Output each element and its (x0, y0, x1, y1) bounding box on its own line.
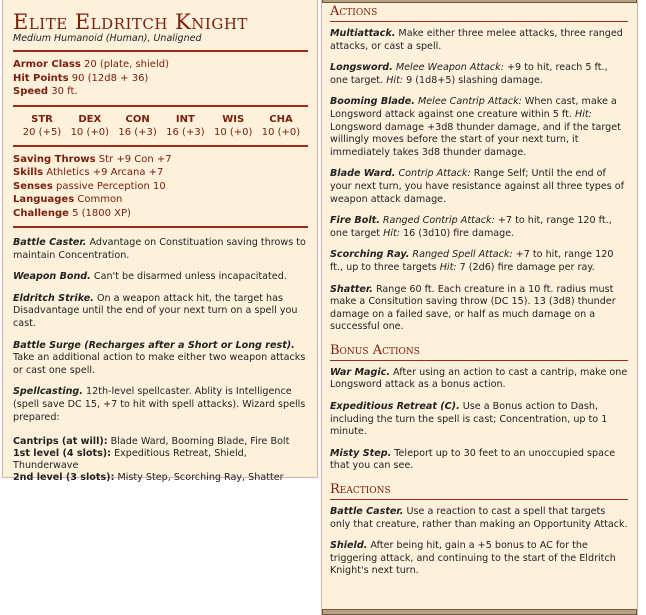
speed: Speed 30 ft. (13, 86, 78, 97)
top-border-bar (322, 0, 637, 3)
action-scorching-ray: Scorching Ray. Ranged Spell Attack: +7 to hit, range 120 ft., up to three targets Hit: 7 (2d6) fire damage per ray. (330, 249, 614, 273)
ability-dex: DEX 10 (+0) (70, 113, 110, 138)
ability-con: CON 16 (+3) (118, 113, 157, 138)
divider (13, 105, 308, 107)
action-booming-blade: Booming Blade. Melee Cantrip Attack: When cast, make a Longsword attack against one creature within 5 ft. Hit: Longsword damage +3d8 thunder damage, and if the target willingly moves before the start of your next turn, it immediately takes 3d8 thunder damage. (330, 96, 621, 158)
actions-heading: Actions (330, 4, 628, 22)
bonus-expeditious-retreat: Expeditious Retreat (C). Use a Bonus action to Dash, including the turn the spell is cast; Concentration, up to 1 minute. (330, 401, 608, 438)
reaction-battle-caster: Battle Caster. Use a reaction to cast a spell that targets only that creature, rather than making an Opportunity Attack. (330, 506, 628, 530)
hit-points: Hit Points 90 (12d8 + 36) (13, 72, 149, 84)
reactions-heading: Reactions (330, 482, 628, 500)
monster-meta: Medium Humanoid (Human), Unaligned (13, 33, 202, 44)
ability-wis: WIS 10 (+0) (213, 113, 253, 138)
action-blade-ward: Blade Ward. Contrip Attack: Range Self; Until the end of your next turn, you have resistance against all three types of weapon attack damage. (330, 168, 625, 205)
spell-list-2nd: 2nd level (3 slots): Misty Step, Scorching Ray, Shatter (13, 472, 284, 484)
bonus-misty-step: Misty Step. Teleport up to 30 feet to an unoccupied space that you can see. (330, 447, 616, 472)
stat-block-right-column (321, 0, 638, 615)
senses: Senses passive Perception 10 (13, 180, 166, 192)
challenge: Challenge 5 (1800 XP) (13, 207, 131, 219)
action-multiattack: Multiattack. Make either three melee attacks, three ranged attacks, or cast a spell. (330, 28, 623, 52)
bottom-border-bar (322, 609, 637, 615)
trait: Eldritch Strike. On a weapon attack hit, the target has Disadvantage until the end of your next turn on a spell you cast. (13, 292, 298, 329)
divider (13, 50, 308, 52)
action-fire-bolt: Fire Bolt. Ranged Contrip Attack: +7 to hit, range 120 ft., one target Hit: 16 (3d10) fire damage. (330, 215, 612, 239)
saving-throws: Saving Throws Str +9 Con +7 (13, 153, 172, 165)
trait-spellcasting: Spellcasting. 12th-level spellcaster. Ablity is Intelligence (spell save DC 15, +7 to hit with spell attacks). Wizard spells prepared: (13, 386, 306, 423)
divider (13, 226, 308, 228)
ability-cha: CHA 10 (+0) (261, 113, 301, 138)
reaction-shield: Shield. After being hit, gain a +5 bonus to AC for the triggering attack, and continuing to the start of the Eldritch Knight's next turn. (330, 540, 616, 577)
action-shatter: Shatter. Range 60 ft. Each creature in a 10 ft. radius must make a Consitution saving throw (DC 15). 13 (3d8) thunder damage on a failed save, or half as much damage on a successful one. (330, 283, 616, 333)
spell-list-1st: 1st level (4 slots): Expeditious Retreat, Shield, Thunderwave (13, 448, 247, 472)
bonus-actions-heading: Bonus Actions (330, 343, 628, 361)
ability-scores (13, 113, 308, 139)
stat-block-left-column (2, 0, 318, 484)
divider (13, 145, 308, 147)
armor-class: Armor Class 20 (plate, shield) (13, 59, 169, 70)
ability-str: STR 20 (+5) (22, 113, 62, 138)
spell-list-cantrips: Cantrips (at will): Blade Ward, Booming Blade, Fire Bolt (13, 436, 290, 448)
ability-int: INT 16 (+3) (166, 113, 205, 138)
bonus-war-magic: War Magic. After using an action to cast a cantrip, make one Longsword attack as a bonus action. (330, 366, 628, 391)
trait: Weapon Bond. Can't be disarmed unless incapacitated. (13, 271, 287, 283)
trait: Battle Surge (Recharges after a Short or Long rest). Take an additional action to make either two weapon attacks or cast one spell. (13, 339, 306, 376)
languages: Languages Common (13, 194, 123, 205)
skills: Skills Athletics +9 Arcana +7 (13, 167, 164, 178)
trait: Battle Caster. Advantage on Constituation saving throws to maintain Concentration. (13, 237, 306, 261)
action-longsword: Longsword. Melee Weapon Attack: +9 to hit, reach 5 ft., one target. Hit: 9 (1d8+5) slashing damage. (330, 62, 608, 86)
monster-name: Elite Eldritch Knight (13, 10, 248, 34)
